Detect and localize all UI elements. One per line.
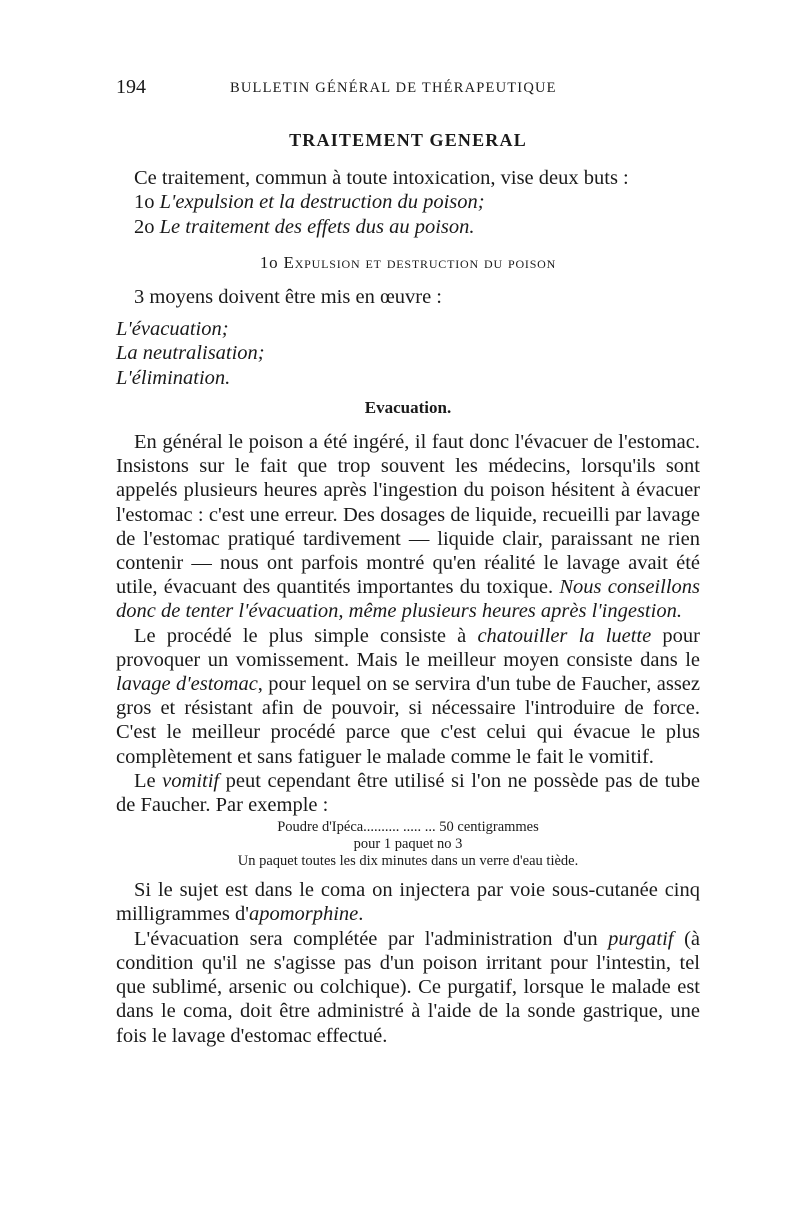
prescription-formula: [116, 819, 700, 870]
formula-line-2: pour 1 paquet no 3: [353, 836, 463, 853]
paragraph-text: , pour lequel on se servira d'un tube de Faucher, assez gros et résistant afin de pouvoir, si nécessaire l'introduire de force. C'est le meilleur procédé parce que c'est celui qui évacue le plus complètement et sans fatiguer le malade comme le fait le vomitif.: [116, 673, 701, 768]
paragraph-italic: purgatif: [608, 927, 674, 950]
evacuation-title: Evacuation.: [364, 397, 452, 417]
means-item-1: L'évacuation;: [116, 318, 229, 341]
running-title: BULLETIN GÉNÉRAL DE THÉRAPEUTIQUE: [230, 80, 557, 96]
paragraph-italic: Nous conseillons donc de tenter l'évacuation, même plusieurs heures après l'ingestion.: [116, 576, 700, 623]
paragraph-text: Si le sujet est dans le coma on injectera par voie sous-cutanée cinq milligrammes d': [116, 879, 700, 926]
paragraph-text: (à condition qu'il ne s'agisse pas d'un poison irritant pour l'intestin, tel que sublimé, arsenic ou colchique). Ce purgatif, lorsque le malade est dans le coma, doit être administré à l'aide de la sonde gastrique, une fois le lavage d'estomac effectué.: [116, 927, 700, 1047]
paragraph-5: [116, 927, 700, 1048]
section-title: TRAITEMENT GENERAL: [289, 130, 527, 150]
item-number: 1o: [134, 191, 160, 214]
intro-line: Ce traitement, commun à toute intoxication, vise deux buts :: [134, 167, 629, 190]
page-body: [116, 128, 700, 1048]
paragraph-italic: apomorphine: [248, 903, 359, 926]
item-text: L'expulsion et la destruction du poison;: [159, 191, 485, 214]
paragraph-italic: lavage d'estomac: [116, 673, 258, 696]
paragraph-text: .: [358, 903, 364, 926]
paragraph-1: [116, 430, 700, 624]
intro-item-1: [116, 190, 700, 214]
paragraph-italic: chatouiller la luette: [477, 624, 652, 647]
means-intro: 3 moyens doivent être mis en œuvre :: [134, 286, 443, 309]
paragraph-3: [116, 769, 700, 817]
item-number: 2o: [134, 215, 160, 238]
paragraph-text: Le procédé le plus simple consiste à: [134, 624, 478, 647]
means-item-3: L'élimination.: [116, 366, 231, 389]
page-number: 194: [116, 76, 146, 98]
subsection-title: [116, 251, 700, 275]
paragraph-2: [116, 624, 700, 769]
subsection-number: 1o: [259, 252, 284, 272]
formula-line-1: Poudre d'Ipéca.......... ..... ... 50 centigrammes: [277, 819, 539, 836]
subsection-text: Expulsion et destruction du poison: [283, 252, 557, 272]
paragraph-italic: vomitif: [162, 769, 220, 792]
intro-item-2: [116, 215, 700, 239]
paragraph-4: [116, 878, 700, 926]
paragraph-text: L'évacuation sera complétée par l'administration d'un: [134, 927, 609, 950]
means-item-2: La neutralisation;: [116, 342, 265, 365]
paragraph-text: En général le poison a été ingéré, il faut donc l'évacuer de l'estomac. Insistons sur le fait que trop souvent les médecins, lorsqu'ils sont appelés plusieurs heures après l'ingestion du poison hésitent à évacuer l'estomac : c'est une erreur. Des dosages de liquide, recueilli par lavage de l'estomac pratiqué tardivement — liquide clair, paraissant ne rien contenir — nous ont parfois montré qu'en réalité le lavage avait été utile, évacuant des quantités importantes du toxique.: [116, 431, 700, 599]
paragraph-text: peut cependant être utilisé si l'on ne possède pas de tube de Faucher. Par exemple :: [116, 769, 701, 817]
formula-line-3: Un paquet toutes les dix minutes dans un verre d'eau tiède.: [237, 853, 579, 870]
paragraph-text: pour provoquer un vomissement. Mais le meilleur moyen consiste dans le: [116, 624, 700, 671]
item-text: Le traitement des effets dus au poison.: [159, 215, 475, 238]
paragraph-text: Le: [134, 769, 163, 792]
